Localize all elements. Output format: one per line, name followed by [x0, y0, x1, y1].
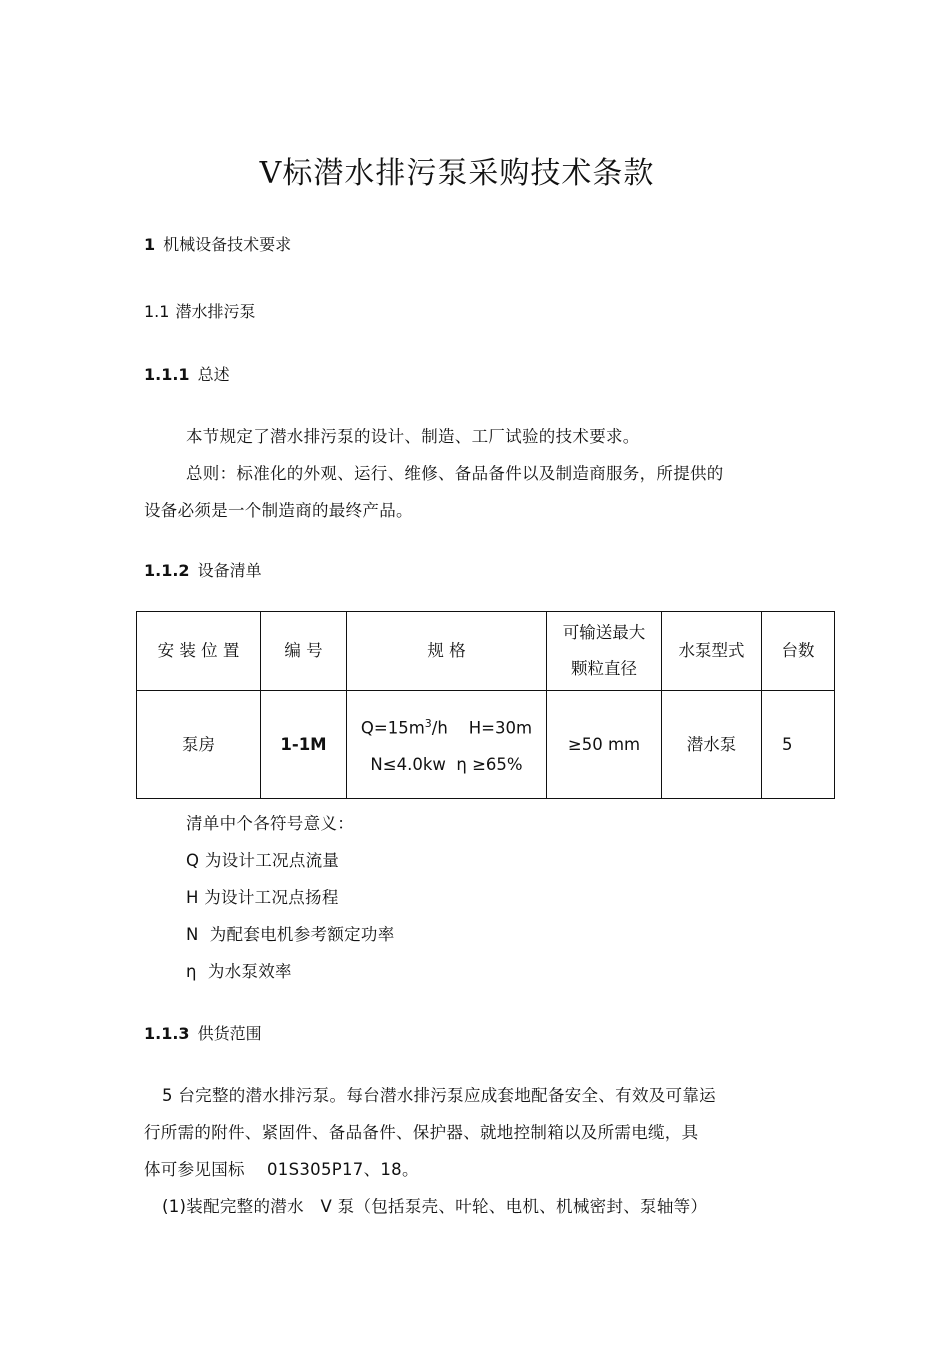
header-number: 编 号	[261, 612, 347, 691]
supply-line-2: 行所需的附件、紧固件、备品备件、保护器、就地控制箱以及所需电缆，具	[144, 1123, 699, 1142]
cell-qty: 5	[762, 691, 835, 799]
header-particle-line-2: 颗粒直径	[571, 659, 637, 678]
section-number: 1.1.1	[144, 365, 190, 384]
cell-spec-line-1	[347, 706, 546, 747]
supply-item-1: (1)装配完整的潜水 V 泵（包括泵壳、叶轮、电机、机械密封、泵轴等）	[162, 1197, 708, 1216]
cell-spec	[347, 691, 547, 799]
supply-line-1: 5 台完整的潜水排污泵。每台潜水排污泵应成套地配备安全、有效及可靠运	[162, 1086, 716, 1105]
symbol-eta: η 为水泵效率	[186, 962, 292, 981]
intro-paragraph-2-line-1: 总则：标准化的外观、运行、维修、备品备件以及制造商服务，所提供的	[186, 464, 724, 483]
cell-particle: ≥50 mm	[547, 691, 662, 799]
section-1-1-2-heading	[144, 558, 262, 581]
spec-flow: Q=15m	[360, 718, 425, 738]
cell-number: 1-1M	[261, 691, 347, 799]
supply-line-3: 体可参见国标 01S305P17、18。	[144, 1160, 419, 1179]
section-1-heading	[144, 232, 291, 255]
section-title: 供货范围	[197, 1024, 262, 1043]
header-particle-line-1: 可输送最大	[562, 623, 646, 642]
header-spec: 规 格	[347, 612, 547, 691]
intro-paragraph-2-line-2: 设备必须是一个制造商的最终产品。	[144, 501, 413, 520]
intro-paragraph-1: 本节规定了潜水排污泵的设计、制造、工厂试验的技术要求。	[186, 427, 640, 446]
symbol-q: Q 为设计工况点流量	[186, 851, 340, 870]
symbol-n: N 为配套电机参考额定功率	[186, 925, 395, 944]
table-header-row	[137, 612, 835, 691]
symbols-intro: 清单中个各符号意义：	[186, 814, 354, 833]
cell-location: 泵房	[137, 691, 261, 799]
spec-flow-unit-head: /h H=30m	[431, 718, 533, 738]
section-number: 1	[144, 235, 156, 254]
page-title: V标潜水排污泵采购技术条款	[259, 156, 655, 191]
section-1-1-3-heading	[144, 1021, 262, 1044]
equipment-table	[136, 611, 835, 799]
header-location: 安 装 位 置	[137, 612, 261, 691]
section-1-1-heading	[144, 299, 255, 322]
section-title: 设备清单	[197, 561, 262, 580]
section-title: 机械设备技术要求	[163, 235, 292, 254]
table-row	[137, 691, 835, 799]
header-pump-type: 水泵型式	[662, 612, 762, 691]
spec-flow-exponent: 3	[424, 717, 432, 731]
section-number: 1.1.2	[144, 561, 190, 580]
header-qty: 台数	[762, 612, 835, 691]
cell-pump-type: 潜水泵	[662, 691, 762, 799]
section-number: 1.1	[144, 302, 170, 321]
section-title: 潜水排污泵	[175, 302, 256, 321]
section-title: 总述	[197, 365, 230, 384]
section-number: 1.1.3	[144, 1024, 190, 1043]
section-1-1-1-heading	[144, 362, 230, 385]
symbol-h: H 为设计工况点扬程	[186, 888, 339, 907]
header-particle	[547, 612, 662, 691]
cell-spec-line-2: N≤4.0kw η ≥65%	[370, 754, 523, 774]
